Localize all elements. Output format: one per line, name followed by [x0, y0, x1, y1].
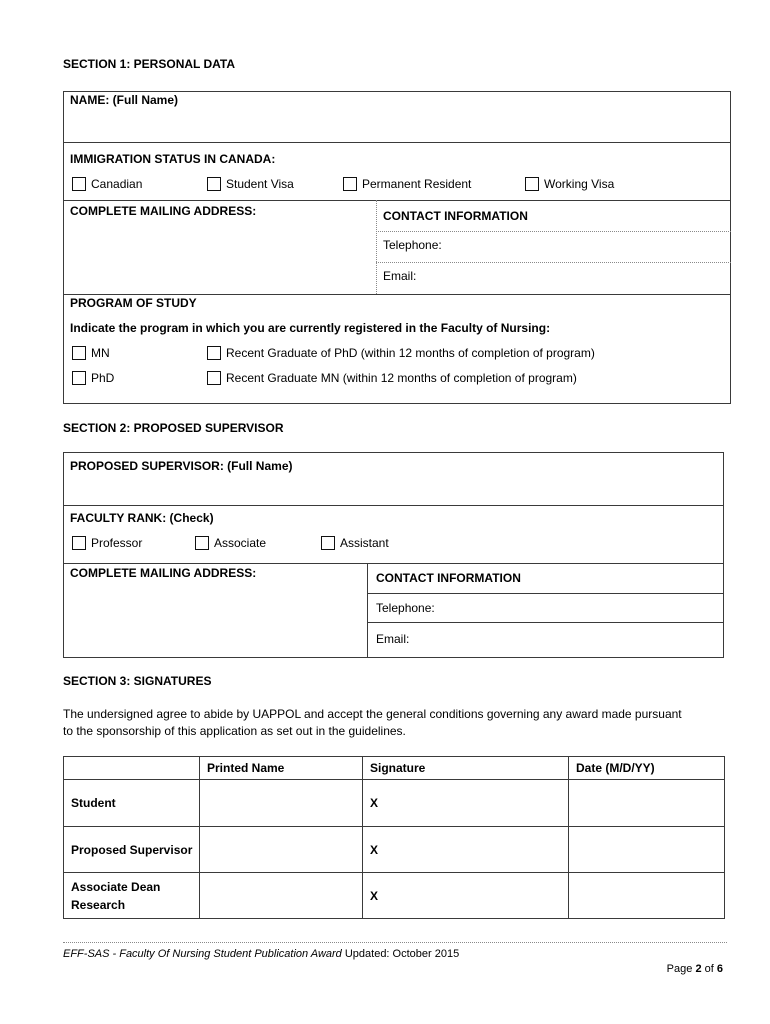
divider — [376, 262, 731, 263]
program-option-phd[interactable] — [72, 370, 114, 386]
signature-cell[interactable]: X — [363, 873, 569, 919]
full-name-label: NAME: (Full Name) — [70, 93, 178, 107]
agreement-statement-line: The undersigned agree to abide by UAPPOL and accept the general conditions governing any award made pursuant — [63, 707, 682, 721]
divider — [63, 200, 731, 201]
student-visa-checkbox[interactable] — [207, 177, 221, 191]
divider — [63, 142, 731, 143]
printed-name-cell[interactable] — [200, 780, 363, 827]
supervisor-mailing-address-field[interactable] — [68, 582, 363, 654]
table-header-row — [64, 757, 725, 780]
divider — [376, 200, 377, 294]
recent-graduate-mn-checkbox[interactable] — [207, 371, 221, 385]
role-cell: Student — [64, 780, 200, 827]
divider — [367, 563, 368, 657]
page-of-label: of — [704, 963, 714, 975]
supervisor-name-field[interactable] — [68, 477, 719, 503]
supervisor-contact-heading: CONTACT INFORMATION — [376, 571, 521, 585]
date-cell[interactable] — [569, 780, 725, 827]
mn-label: MN — [91, 346, 110, 360]
section-1-heading: SECTION 1: PERSONAL DATA — [63, 57, 236, 71]
assistant-label: Assistant — [340, 536, 389, 550]
permanent-resident-checkbox[interactable] — [343, 177, 357, 191]
associate-checkbox[interactable] — [195, 536, 209, 550]
email-field[interactable] — [424, 266, 726, 288]
recent-graduate-phd-checkbox[interactable] — [207, 346, 221, 360]
immigration-option-canadian[interactable] — [72, 176, 142, 192]
student-visa-label: Student Visa — [226, 177, 294, 191]
divider — [63, 563, 724, 564]
program-instruction: Indicate the program in which you are currently registered in the Faculty of Nursing: — [70, 321, 551, 335]
recent-graduate-phd-label: Recent Graduate of PhD (within 12 months of completion of program) — [226, 346, 595, 360]
divider — [63, 294, 731, 295]
assistant-checkbox[interactable] — [321, 536, 335, 550]
header-printed-name: Printed Name — [200, 757, 363, 780]
supervisor-telephone-label: Telephone: — [376, 601, 435, 615]
printed-name-cell[interactable] — [200, 827, 363, 873]
page-label: Page — [666, 963, 693, 975]
rank-option-associate[interactable] — [195, 535, 266, 551]
total-pages: 6 — [716, 963, 723, 975]
professor-checkbox[interactable] — [72, 536, 86, 550]
signatures-table — [63, 756, 725, 919]
program-of-study-label: PROGRAM OF STUDY — [70, 296, 197, 310]
supervisor-name-label: PROPOSED SUPERVISOR: (Full Name) — [70, 459, 293, 473]
section-3-heading: SECTION 3: SIGNATURES — [63, 674, 212, 688]
table-row — [64, 873, 725, 919]
role-cell: Associate Dean Research — [64, 873, 200, 919]
supervisor-email-label: Email: — [376, 632, 410, 646]
canadian-label: Canadian — [91, 177, 143, 191]
working-visa-checkbox[interactable] — [525, 177, 539, 191]
header-signature: Signature — [363, 757, 569, 780]
date-cell[interactable] — [569, 827, 725, 873]
updated-date-text: Updated: October 2015 — [344, 948, 460, 960]
immigration-option-permanent-resident[interactable] — [343, 176, 471, 192]
footer-divider — [63, 942, 727, 943]
printed-name-cell[interactable] — [200, 873, 363, 919]
mn-checkbox[interactable] — [72, 346, 86, 360]
associate-label: Associate — [214, 536, 267, 550]
recent-graduate-mn-label: Recent Graduate MN (within 12 months of completion of program) — [226, 371, 577, 385]
header-role — [64, 757, 200, 780]
phd-checkbox[interactable] — [72, 371, 86, 385]
mailing-address-field[interactable] — [68, 220, 372, 290]
section-2-heading: SECTION 2: PROPOSED SUPERVISOR — [63, 421, 284, 435]
rank-option-assistant[interactable] — [321, 535, 389, 551]
table-row — [64, 780, 725, 827]
role-cell: Proposed Supervisor — [64, 827, 200, 873]
divider — [367, 593, 724, 594]
contact-information-heading: CONTACT INFORMATION — [383, 209, 528, 223]
agreement-statement-line: to the sponsorship of this application as set out in the guidelines. — [63, 724, 406, 738]
professor-label: Professor — [91, 536, 143, 550]
divider — [63, 505, 724, 506]
header-date: Date (M/D/YY) — [569, 757, 725, 780]
form-title-text: EFF-SAS - Faculty Of Nursing Student Publication Award — [63, 948, 342, 960]
full-name-field[interactable] — [68, 112, 726, 138]
permanent-resident-label: Permanent Resident — [362, 177, 472, 191]
telephone-label: Telephone: — [383, 238, 442, 252]
program-option-mn[interactable] — [72, 345, 110, 361]
supervisor-mailing-address-label: COMPLETE MAILING ADDRESS: — [70, 566, 257, 580]
page-number — [667, 962, 723, 976]
table-row — [64, 827, 725, 873]
signature-cell[interactable]: X — [363, 780, 569, 827]
program-option-recent-graduate-phd[interactable] — [207, 345, 595, 361]
immigration-status-label: IMMIGRATION STATUS IN CANADA: — [70, 152, 276, 166]
current-page: 2 — [695, 963, 702, 975]
mailing-address-label: COMPLETE MAILING ADDRESS: — [70, 204, 257, 218]
divider — [367, 622, 724, 623]
footer-form-title — [63, 947, 459, 961]
signature-cell[interactable]: X — [363, 827, 569, 873]
faculty-rank-label: FACULTY RANK: (Check) — [70, 511, 214, 525]
supervisor-email-field[interactable] — [418, 628, 719, 650]
divider — [376, 231, 731, 232]
phd-label: PhD — [91, 371, 115, 385]
telephone-field[interactable] — [448, 235, 726, 257]
date-cell[interactable] — [569, 873, 725, 919]
supervisor-telephone-field[interactable] — [442, 597, 719, 619]
working-visa-label: Working Visa — [544, 177, 615, 191]
rank-option-professor[interactable] — [72, 535, 142, 551]
email-label: Email: — [383, 269, 417, 283]
program-option-recent-graduate-mn[interactable] — [207, 370, 577, 386]
immigration-option-working-visa[interactable] — [525, 176, 614, 192]
immigration-option-student-visa[interactable] — [207, 176, 294, 192]
canadian-checkbox[interactable] — [72, 177, 86, 191]
